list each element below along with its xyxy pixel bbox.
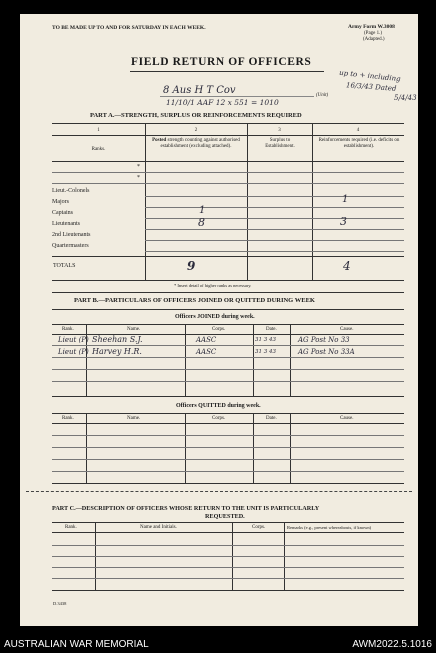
col-header-ranks: Ranks. — [91, 147, 106, 152]
joined-row-1-cause: AG Post No 33 — [298, 336, 350, 344]
form-code: D.3438 — [53, 601, 67, 606]
margin-note-3: 5/4/43 — [394, 94, 417, 102]
quitted-bottom-rule — [52, 483, 404, 484]
majors-reinforcements-value: 1 — [342, 194, 349, 205]
joined-bottom-rule — [52, 396, 404, 397]
asterisk-marker: * — [137, 164, 140, 170]
joined-col-divider — [185, 324, 186, 396]
rank-row-label: Quartermasters — [52, 243, 89, 249]
joined-col-divider — [290, 324, 291, 396]
part-a-header-rule — [52, 161, 404, 162]
captains-posted-value: 1 — [199, 205, 206, 216]
joined-col-date: Date. — [266, 327, 277, 332]
rank-row-label: Lieutenants — [52, 221, 80, 227]
tear-line — [26, 491, 412, 492]
joined-row-1-corps: AASC — [196, 336, 217, 344]
part-c-col-remarks: Remarks (e.g., present whereabouts, if known) — [287, 525, 372, 530]
part-a-bottom-rule — [52, 280, 404, 281]
part-a-footnote: * Insert detail of higher ranks as necessary. — [174, 283, 252, 288]
joined-row-1-date: 31 3 43 — [255, 337, 276, 343]
part-a-numrow-rule — [52, 135, 404, 136]
rank-row-label: Lieut.-Colonels — [52, 188, 90, 194]
part-b-top-rule — [52, 292, 404, 293]
asterisk-marker: * — [137, 175, 140, 181]
joined-row-2-corps: AASC — [196, 348, 217, 356]
joined-heading-rule — [52, 324, 404, 325]
joined-row-1-name: Sheehan S.J. — [92, 335, 143, 344]
part-c-bottom-rule — [52, 590, 404, 591]
joined-col-corps: Corps. — [212, 327, 226, 332]
joined-heading: Officers JOINED during week. — [175, 314, 255, 320]
lieutenants-posted-value: 8 — [198, 216, 205, 229]
quitted-col-divider — [185, 413, 186, 483]
part-c-col-corps: Corps. — [252, 525, 266, 530]
joined-row-2-date: 31 3 43 — [255, 349, 276, 355]
rank-row-label: 2nd Lieutenants — [52, 232, 91, 238]
quitted-col-divider — [253, 413, 254, 483]
joined-row-2-rank: Lieut (P) — [58, 348, 89, 356]
joined-row-2-cause: AG Post No 33A — [298, 348, 355, 356]
joined-col-rank: Rank. — [62, 327, 74, 332]
part-c-col-name: Name and Initials. — [140, 525, 177, 530]
col-header-posted — [150, 138, 242, 150]
part-c-top-rule — [52, 522, 404, 523]
col-number-3: 3 — [278, 128, 281, 133]
part-a-heading: PART A.—STRENGTH, SURPLUS OR REINFORCEMENTS REQUIRED — [90, 112, 302, 119]
col-header-surplus: Surplus to Establishment. — [265, 138, 295, 149]
col-header-posted-rest: strength counting against authorised establishment (excluding attached). — [160, 138, 240, 149]
joined-col-divider — [253, 324, 254, 396]
part-c-heading-line-1: PART C.—DESCRIPTION OF OFFICERS WHOSE RETURN TO THE UNIT IS PARTICULARLY — [52, 505, 320, 512]
quitted-heading: Officers QUITTED during week. — [176, 403, 261, 409]
quitted-heading-rule — [52, 413, 404, 414]
margin-note-2: 16/3/43 Dated — [345, 81, 397, 93]
quitted-header-rule — [52, 423, 404, 424]
rank-row-label: Captains — [52, 210, 73, 216]
page-number: (Page 1.) — [364, 31, 383, 36]
title-underline — [130, 71, 324, 72]
rank-row-label: Majors — [52, 199, 69, 205]
top-note: TO BE MADE UP TO AND FOR SATURDAY IN EACH WEEK. — [52, 25, 206, 31]
part-b-heading-rule — [52, 309, 404, 310]
footer-right-id: AWM2022.5.1016 — [352, 639, 432, 650]
part-a-top-rule — [52, 123, 404, 124]
col-number-2: 2 — [194, 128, 198, 133]
unit-handwritten: 8 Aus H T Cov — [163, 85, 236, 96]
quitted-col-cause: Cause. — [340, 416, 354, 421]
col-header-posted-bold: Posted — [152, 138, 167, 143]
joined-col-divider — [86, 324, 87, 396]
page-title: FIELD RETURN OF OFFICERS — [131, 56, 312, 68]
part-c-col-rank: Rank. — [65, 525, 77, 530]
archive-footer — [0, 636, 436, 653]
col-number-4: 4 — [356, 128, 360, 133]
quitted-col-divider — [290, 413, 291, 483]
quitted-col-corps: Corps. — [212, 416, 226, 421]
adapted-note: (Adapted.) — [363, 37, 385, 42]
part-b-heading: PART B.—PARTICULARS OF OFFICERS JOINED OR QUITTED DURING WEEK — [74, 297, 315, 304]
total-reinforcements-value: 4 — [343, 259, 351, 273]
totals-label: TOTALS — [53, 263, 76, 269]
quitted-col-name: Name. — [127, 416, 141, 421]
unit-label: (Unit) — [316, 93, 329, 98]
quitted-col-divider — [86, 413, 87, 483]
unit-underline — [160, 96, 314, 97]
joined-row-2-name: Harvey H.R. — [92, 347, 142, 356]
joined-row-1-rank: Lieut (P) — [58, 336, 89, 344]
date-handwritten: 11/10/1 AAF 12 x 551 = 1010 — [166, 98, 279, 107]
col-header-reinforcements: Reinforcements required (i.e. deficits on establishment). — [318, 138, 400, 149]
part-c-header-rule — [52, 532, 404, 533]
quitted-col-rank: Rank. — [62, 416, 74, 421]
footer-left-credit: AUSTRALIAN WAR MEMORIAL — [4, 639, 149, 650]
quitted-col-date: Date. — [266, 416, 277, 421]
joined-col-name: Name. — [127, 327, 141, 332]
lieutenants-reinforcements-value: 3 — [340, 215, 347, 228]
total-posted-value: 9 — [187, 259, 196, 273]
part-c-heading-line-2: REQUESTED. — [205, 513, 245, 520]
col-number-1: 1 — [97, 128, 100, 133]
part-a-totals-rule — [52, 256, 404, 257]
army-form-number: Army Form W.3008 — [348, 24, 395, 30]
margin-note-1: up to + including — [338, 68, 401, 84]
joined-col-cause: Cause. — [340, 327, 354, 332]
